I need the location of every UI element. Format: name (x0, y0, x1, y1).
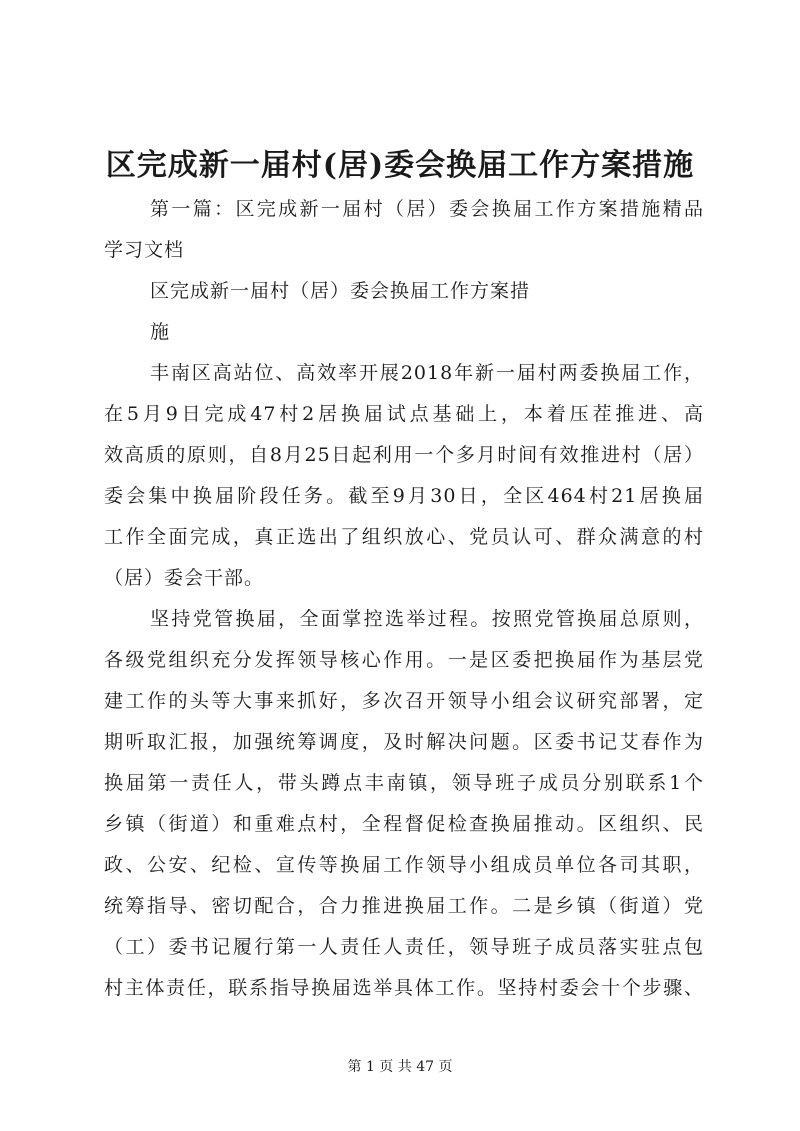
text-line: 期听取汇报，加强统筹调度，及时解决问题。区委书记艾春作为 (104, 731, 704, 753)
text-line: 丰南区高站位、高效率开展2018年新一届村两委换届工作， (150, 362, 704, 384)
text-line: 第一篇：区完成新一届村（居）委会换届工作方案措施精品 (150, 198, 704, 220)
text-line: 村主体责任，联系指导换届选举具体工作。坚持村委会十个步骤、 (104, 977, 704, 999)
text-line: 效高质的原则，自8月25日起利用一个多月时间有效推进村（居） (104, 444, 704, 466)
text-line: 坚持党管换届，全面掌控选举过程。按照党管换届总原则， (150, 608, 704, 630)
text-line: 统筹指导、密切配合，合力推进换届工作。二是乡镇（街道）党 (104, 895, 704, 917)
text-line: 学习文档 (104, 239, 185, 261)
text-line: 施 (150, 321, 171, 343)
text-line: 换届第一责任人，带头蹲点丰南镇，领导班子成员分别联系1个 (104, 772, 704, 794)
text-line: 区完成新一届村（居）委会换届工作方案措 (150, 280, 531, 302)
text-line: 建工作的头等大事来抓好，多次召开领导小组会议研究部署，定 (104, 690, 704, 712)
text-line: 工作全面完成，真正选出了组织放心、党员认可、群众满意的村 (104, 526, 704, 548)
text-line: 政、公安、纪检、宣传等换届工作领导小组成员单位各司其职， (104, 854, 704, 876)
page-number: 第 1 页 共 47 页 (347, 1059, 453, 1075)
text-line: 乡镇（街道）和重难点村，全程督促检查换届推动。区组织、民 (104, 813, 704, 835)
text-line: （工）委书记履行第一人责任人责任，领导班子成员落实驻点包 (104, 936, 704, 958)
text-line: 委会集中换届阶段任务。截至9月30日，全区464村21居换届 (104, 485, 704, 507)
text-line: 各级党组织充分发挥领导核心作用。一是区委把换届作为基层党 (104, 649, 704, 671)
text-line: （居）委会干部。 (104, 567, 265, 589)
text-line: 在5月9日完成47村2居换届试点基础上，本着压茬推进、高 (104, 403, 704, 425)
document-title: 区完成新一届村(居)委会换届工作方案措施 (105, 148, 695, 183)
